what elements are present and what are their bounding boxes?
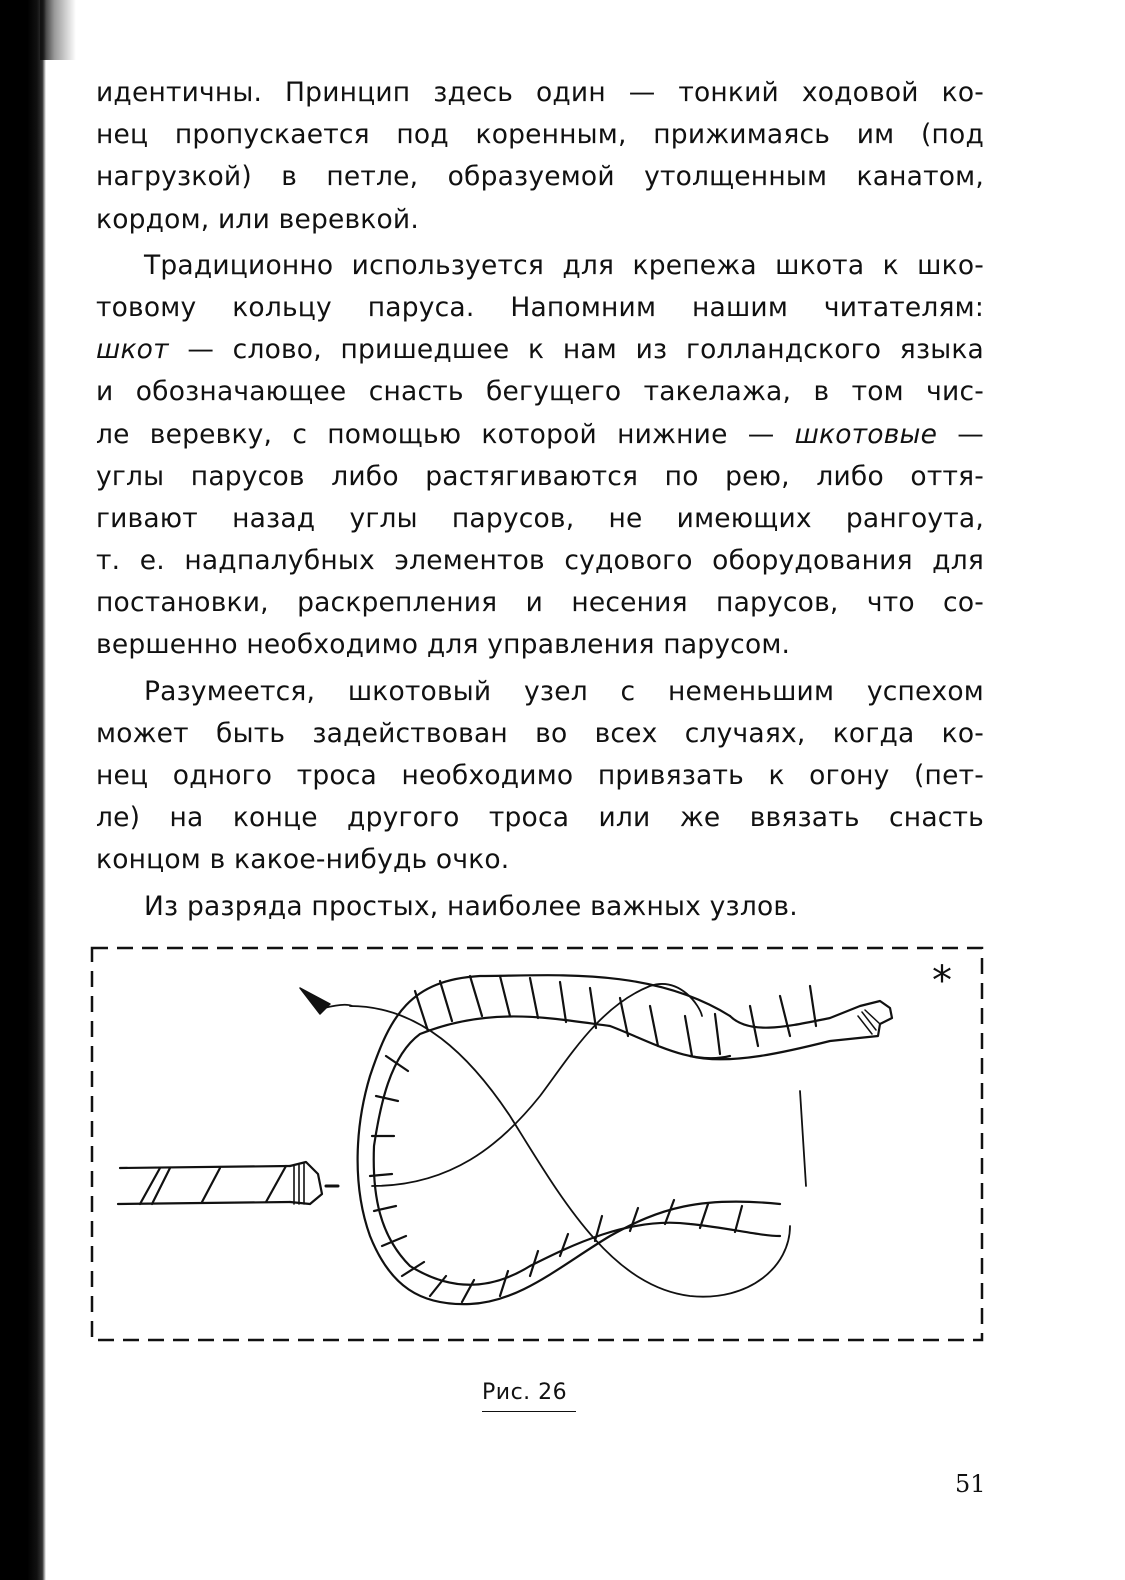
text-line: Разумеется, шкотовый узел с неменьшим успехом bbox=[144, 675, 984, 707]
text-line: ле веревку, с помощью которой нижние — шкотовые — bbox=[96, 418, 984, 450]
figure-caption: Рис. 26 bbox=[482, 1380, 576, 1412]
text-line: т. е. надпалубных элементов судового оборудования для bbox=[96, 545, 984, 577]
page-number: 51 bbox=[955, 1470, 986, 1498]
text-line: Из разряда простых, наиболее важных узлов. bbox=[144, 890, 798, 922]
body-text bbox=[96, 72, 984, 928]
sheet-bend-illustration bbox=[90, 946, 985, 1346]
text-line: и обозначающее снасть бегущего такелажа, в том чис- bbox=[96, 376, 984, 408]
text-line: идентичны. Принцип здесь один — тонкий ходовой ко- bbox=[96, 77, 984, 108]
text-line: концом в какое-нибудь очко. bbox=[96, 844, 510, 876]
text-line: ле) на конце другого троса или же ввязать снасть bbox=[96, 802, 984, 834]
text-line: Традиционно используется для крепежа шкота к шко- bbox=[144, 249, 984, 281]
text-line: постановки, раскрепления и несения парусов, что со- bbox=[96, 587, 984, 619]
text-line: шкот — слово, пришедшее к нам из голландского языка bbox=[96, 334, 984, 366]
book-binding-edge bbox=[40, 0, 76, 60]
text-line: нец одного троса необходимо привязать к огону (пет- bbox=[96, 760, 984, 791]
text-line: углы парусов либо растягиваются по рею, либо оття- bbox=[96, 460, 984, 492]
text-line: нец пропускается под коренным, прижимаясь им (под bbox=[96, 119, 984, 151]
text-line: нагрузкой) в петле, образуемой утолщенным канатом, bbox=[96, 161, 984, 193]
italic-term: шкот bbox=[96, 334, 169, 366]
text-line: гивают назад углы парусов, не имеющих рангоута, bbox=[96, 502, 984, 534]
text-line: кордом, или веревкой. bbox=[96, 203, 419, 235]
asterisk-marker: * bbox=[932, 958, 952, 1004]
italic-term: шкотовые bbox=[794, 418, 938, 450]
text-line: товому кольцу паруса. Напомним нашим читателям: bbox=[96, 291, 984, 323]
book-binding-shadow bbox=[0, 0, 46, 1580]
knot-figure bbox=[90, 946, 985, 1346]
text-line: вершенно необходимо для управления парусом. bbox=[96, 629, 791, 661]
text-line: может быть задействован во всех случаях, когда ко- bbox=[96, 717, 984, 749]
